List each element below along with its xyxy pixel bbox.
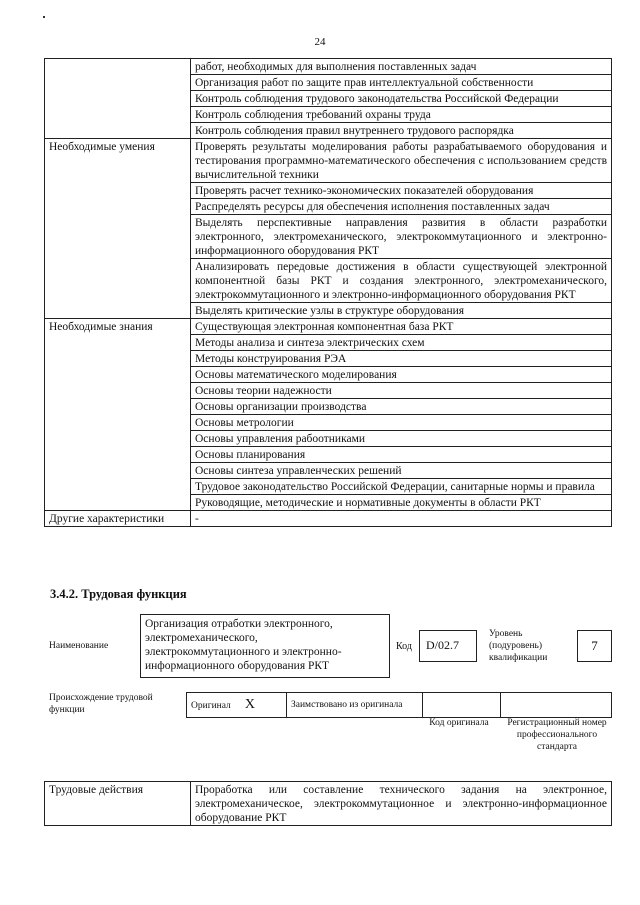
skills-label: Необходимые умения xyxy=(45,139,191,319)
knowledge-item: Существующая электронная компонентная база РКТ xyxy=(191,319,612,335)
function-name-box: Организация отработки электронного, электромеханического, электрокоммутационного и электронно-информационного оборудования РКТ xyxy=(140,614,390,678)
original-cell xyxy=(187,693,287,718)
table-row xyxy=(45,139,612,183)
name-label: Наименование xyxy=(49,641,109,651)
list-item: Организация работ по защите прав интеллектуальной собственности xyxy=(191,75,612,91)
list-item: Контроль соблюдения правил внутреннего трудового распорядка xyxy=(191,123,612,139)
skill-item: Проверять результаты моделирования работы разрабатываемого оборудования и тестирования программно-математического обеспечения с использованием средств вычислительной техники xyxy=(191,139,612,183)
other-value: - xyxy=(191,511,612,527)
reg-number-cell xyxy=(501,693,612,718)
knowledge-item: Основы математического моделирования xyxy=(191,367,612,383)
knowledge-item: Основы управления рабоотниками xyxy=(191,431,612,447)
knowledge-item: Основы теории надежности xyxy=(191,383,612,399)
list-item: работ, необходимых для выполнения поставленных задач xyxy=(191,59,612,75)
table-row xyxy=(45,319,612,335)
list-item: Контроль соблюдения требований охраны труда xyxy=(191,107,612,123)
original-label: Оригинал xyxy=(191,700,231,711)
list-item: Контроль соблюдения трудового законодательства Российской Федерации xyxy=(191,91,612,107)
knowledge-item: Трудовое законодательство Российской Федерации, санитарные нормы и правила xyxy=(191,479,612,495)
code-caption: Код оригинала xyxy=(429,718,489,728)
table-row xyxy=(45,59,612,75)
origin-table xyxy=(186,692,612,718)
knowledge-item: Руководящие, методические и нормативные документы в области РКТ xyxy=(191,495,612,511)
knowledge-item: Методы конструирования РЭА xyxy=(191,351,612,367)
reg-caption: Регистрационный номер профессионального стандарта xyxy=(507,718,607,752)
table-row xyxy=(187,693,612,718)
skill-item: Анализировать передовые достижения в области существующей электронной компонентной базы РКТ и создания электронного, электромеханического, электрокоммутационного и электронно-информационного оборудования РКТ xyxy=(191,259,612,303)
actions-label: Трудовые действия xyxy=(45,782,191,826)
skill-item: Выделять перспективные направления развития в области разработки электронного, электромеханического, электрокоммутационного и электронно-информационного оборудования РКТ xyxy=(191,215,612,259)
knowledge-item: Методы анализа и синтеза электрических схем xyxy=(191,335,612,351)
page-number: 24 xyxy=(314,36,326,48)
kod-value: D/02.7 xyxy=(419,630,477,662)
knowledge-item: Основы планирования xyxy=(191,447,612,463)
table-row xyxy=(45,782,612,826)
knowledge-item: Основы организации производства xyxy=(191,399,612,415)
skill-item: Распределять ресурсы для обеспечения исполнения поставленных задач xyxy=(191,199,612,215)
original-code-cell xyxy=(423,693,501,718)
skill-item: Проверять расчет технико-экономических показателей оборудования xyxy=(191,183,612,199)
level-label: Уровень (подуровень) квалификации xyxy=(489,629,548,663)
table-row xyxy=(45,511,612,527)
other-label: Другие характеристики xyxy=(45,511,191,527)
knowledge-item: Основы метрологии xyxy=(191,415,612,431)
kod-label: Код xyxy=(396,641,412,652)
origin-label: Происхождение трудовой функции xyxy=(49,693,153,715)
borrowed-label: Заимствовано из оригинала xyxy=(287,693,423,718)
knowledge-item: Основы синтеза управленческих решений xyxy=(191,463,612,479)
knowledge-label: Необходимые знания xyxy=(45,319,191,511)
level-value: 7 xyxy=(577,630,612,662)
scan-speck xyxy=(43,16,45,18)
competency-table xyxy=(44,58,612,527)
action-item: Проработка или составление технического задания на электронное, электромеханическое, электрокоммутационное и электронно-информационное оборудование РКТ xyxy=(191,782,612,826)
actions-table xyxy=(44,781,612,826)
skill-item: Выделять критические узлы в структуре оборудования xyxy=(191,303,612,319)
empty-label-cell xyxy=(45,59,191,139)
original-mark: X xyxy=(244,696,255,712)
section-title: 3.4.2. Трудовая функция xyxy=(50,587,187,601)
